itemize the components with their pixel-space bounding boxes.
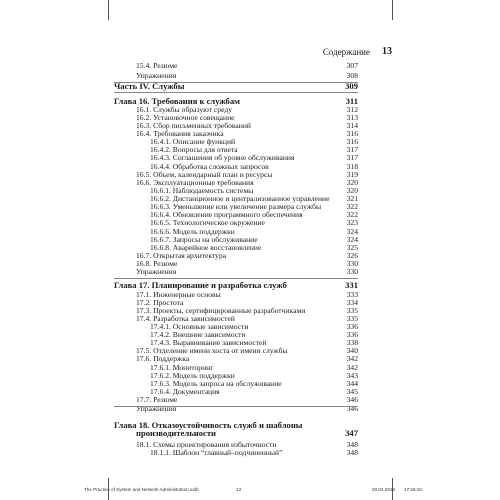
toc-entry-title: 17.5. Отделение имени хоста от имени службы	[136, 346, 288, 355]
toc-page-number: 334	[346, 298, 358, 307]
toc-page-number: 343	[346, 371, 358, 380]
toc-entry-title: 17.6.1. Мониторинг	[150, 363, 214, 372]
toc-entry-title: 16.6.8. Аварийное восстановление	[150, 243, 262, 252]
footer-filename: The Practice of System and Network Administration.indb	[84, 487, 199, 492]
section-divider	[114, 82, 358, 83]
toc-page-number: 338	[346, 338, 358, 347]
footer-date: 20.04.2018	[372, 487, 395, 492]
toc-page-number: 317	[346, 153, 358, 162]
toc-entry-title: Глава 18. Отказоустойчивость служб и шаблоны	[114, 420, 303, 430]
toc-entry-title: 17.3. Проекты, сертифицированные разработчиками	[136, 306, 306, 315]
toc-page-number: 325	[346, 243, 358, 252]
toc-entry-title: 17.4.1. Основные зависимости	[150, 322, 249, 331]
toc-page-number: 336	[346, 330, 358, 339]
toc-page-number: 340	[346, 346, 358, 355]
toc-entry-title: Глава 16. Требования к службам	[114, 96, 240, 106]
toc-entry-title: 16.6. Эксплуатационные требования	[136, 178, 254, 187]
toc-page-number: 346	[346, 395, 358, 404]
toc-page-number: 317	[346, 145, 358, 154]
print-footer	[0, 487, 500, 495]
toc-page-number: 335	[346, 306, 358, 315]
toc-page-number: 318	[346, 162, 358, 171]
header-title: Содержание	[322, 47, 370, 57]
section-divider	[114, 406, 358, 407]
toc-entry	[114, 267, 358, 277]
section-divider	[114, 92, 358, 93]
toc-entry-title: 16.4.1. Описание функций	[150, 137, 236, 146]
toc-entry-title: 16.6.1. Наблюдаемость системы	[150, 186, 254, 195]
toc-page-number: 324	[346, 227, 358, 236]
toc-page-number: 313	[346, 113, 358, 122]
toc-entry-title: 17.4.3. Выравнивание зависимостей	[150, 338, 267, 347]
toc-entry-title: 18.1. Схемы проектирования избыточности	[136, 440, 277, 449]
toc-entry-title: Упражнения	[136, 267, 177, 276]
toc-entry-title: 17.6.3. Модель запроса на обслуживание	[150, 379, 282, 388]
toc-page-number: 314	[346, 121, 358, 130]
toc-page-number: 323	[346, 218, 358, 227]
toc-entry-title: 17.2. Простота	[136, 298, 184, 307]
toc-entry-title: 16.6.4. Обновление программного обеспечения	[150, 210, 303, 219]
toc-entry-title: 17.6.4. Документация	[150, 387, 220, 396]
toc-page-number: 319	[346, 170, 358, 179]
toc-entry-title: 17.6. Поддержка	[136, 354, 190, 363]
header-page-number: 13	[382, 46, 392, 57]
toc-page-number: 345	[346, 387, 358, 396]
toc-entry-title: 16.4. Требования заказчика	[136, 129, 224, 138]
toc-page-number: 347	[345, 428, 358, 438]
toc-entry-title: 15.4. Резюме	[136, 61, 178, 70]
toc-page-number: 316	[346, 129, 358, 138]
toc-page-number: 309	[345, 81, 358, 91]
toc-entry-title: Упражнения	[136, 71, 177, 80]
toc-page-number: 307	[346, 61, 358, 70]
toc-entry-title: Часть IV. Службы	[114, 81, 185, 91]
toc-entry-title: 16.4.3. Соглашения об уровне обслуживания	[150, 153, 295, 162]
toc-page-number: 320	[346, 178, 358, 187]
toc-page-number: 322	[346, 202, 358, 211]
toc-entry-title: 16.3. Сбор письменных требований	[136, 121, 251, 130]
toc-entry-title: Упражнения	[136, 404, 177, 413]
crop-mark	[108, 0, 109, 20]
toc-page-number: 342	[346, 354, 358, 363]
toc-page-number: 326	[346, 251, 358, 260]
toc-entry-title: 17.4.2. Внешние зависимости	[150, 330, 246, 339]
toc-page-number: 311	[345, 96, 358, 106]
toc-entry-title: 16.2. Установочное совещание	[136, 113, 235, 122]
toc-entry-title: 18.1.1. Шаблон “главный–подчиненный”	[150, 448, 283, 457]
toc-chapter-heading	[114, 428, 358, 438]
footer-time: 17:26:10	[404, 487, 422, 492]
toc-entry-title: 16.6.5. Технологическое окружение	[150, 218, 265, 227]
toc-page-number: 312	[346, 105, 358, 114]
toc-entry-title: 17.1. Инженерные основы	[136, 290, 221, 299]
toc-page-number: 316	[346, 137, 358, 146]
toc-page-number: 330	[346, 259, 358, 268]
toc-page-number: 348	[346, 440, 358, 449]
toc-entry-title: 16.8. Резюме	[136, 259, 178, 268]
toc-entry-title: 17.4. Разработка зависимостей	[136, 314, 235, 323]
footer-page: 13	[236, 487, 242, 492]
toc-entry-title: 16.5. Объем, календарный план и ресурсы	[136, 170, 273, 179]
toc-page-number: 346	[346, 404, 358, 413]
toc-page-number: 331	[345, 280, 358, 290]
toc-page-number: 321	[346, 194, 358, 203]
toc-page-number: 333	[346, 290, 358, 299]
toc-page-number: 330	[346, 267, 358, 276]
toc-entry	[114, 61, 358, 71]
toc-entry-title: 16.1. Службы образуют среду	[136, 105, 233, 114]
section-divider	[114, 278, 358, 279]
toc-entry-title: 17.7. Резюме	[136, 395, 178, 404]
toc-page-number: 336	[346, 322, 358, 331]
crop-mark	[392, 0, 393, 20]
toc-entry-title: 16.6.7. Запросы на обслуживание	[150, 235, 258, 244]
toc-page-number: 335	[346, 314, 358, 323]
toc-page-number: 344	[346, 379, 358, 388]
toc-page-number: 342	[346, 363, 358, 372]
toc-entry-title: 17.6.2. Модель поддержки	[150, 371, 235, 380]
toc-page-number: 320	[346, 186, 358, 195]
toc-chapter-heading	[114, 280, 358, 290]
toc-entry-title: 16.7. Открытая архитектура	[136, 251, 227, 260]
toc-page-number: 308	[346, 71, 358, 80]
toc-page-number: 348	[346, 448, 358, 457]
toc-page-number: 322	[346, 210, 358, 219]
toc-entry-title: 16.6.2. Дистанционное и централизованное управление	[150, 194, 330, 203]
toc-entry-title: 16.6.3. Уменьшение или увеличение размера службы	[150, 202, 322, 211]
toc-entry-title: 16.6.6. Модель поддержки	[150, 227, 235, 236]
toc-entry	[114, 71, 358, 81]
toc-entry-title: 16.4.4. Обработка сложных запросов	[150, 162, 269, 171]
toc-page-number: 324	[346, 235, 358, 244]
toc-entry	[114, 448, 358, 458]
toc-entry-title: производительности	[136, 428, 216, 438]
toc-entry-title: 16.4.2. Вопросы для ответа	[150, 145, 238, 154]
toc-entry-title: Глава 17. Планирование и разработка служб	[114, 280, 287, 290]
